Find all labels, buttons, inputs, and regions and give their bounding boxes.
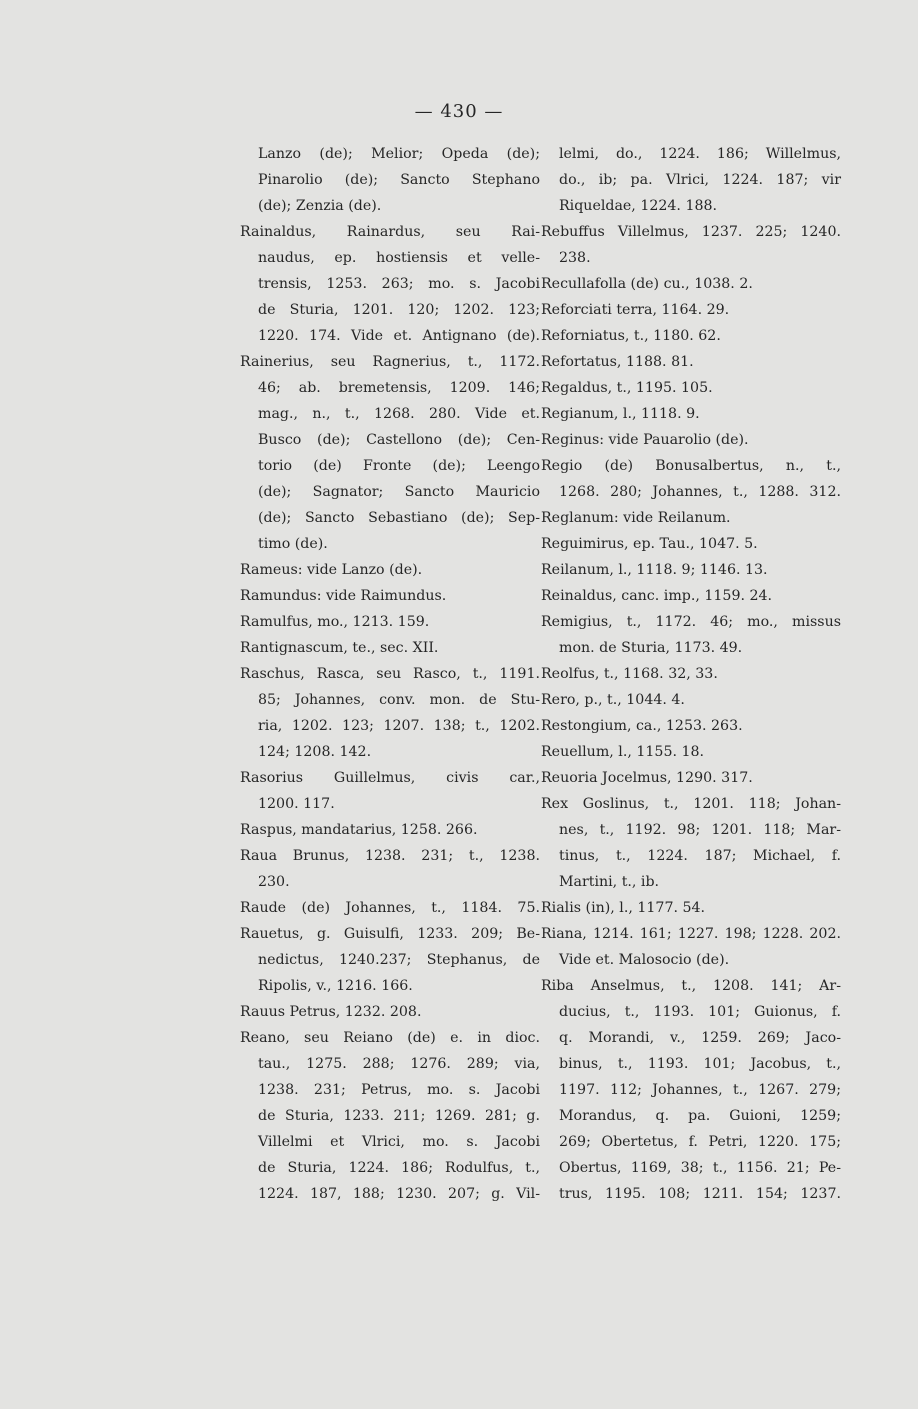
- index-entry-continuation: trus, 1195. 108; 1211. 154; 1237.: [559, 1186, 841, 1202]
- index-entry: Raschus, Rasca, seu Rasco, t., 1191.: [240, 666, 540, 682]
- index-entry-continuation: 1268. 280; Johannes, t., 1288. 312.: [559, 484, 841, 500]
- index-entry: Rauetus, g. Guisulfi, 1233. 209; Be-: [240, 926, 540, 942]
- index-entry-continuation: 124; 1208. 142.: [258, 744, 372, 760]
- index-entry: Reguimirus, ep. Tau., 1047. 5.: [541, 536, 758, 552]
- index-entry-continuation: Busco (de); Castellono (de); Cen-: [258, 432, 540, 448]
- index-entry-continuation: Morandus, q. pa. Guioni, 1259;: [559, 1108, 841, 1124]
- index-entry-continuation: de Sturia, 1201. 120; 1202. 123;: [258, 302, 540, 318]
- index-entry: Rauus Petrus, 1232. 208.: [240, 1004, 422, 1020]
- index-entry: Restongium, ca., 1253. 263.: [541, 718, 743, 734]
- index-entry: Recullafolla (de) cu., 1038. 2.: [541, 276, 753, 292]
- index-entry-continuation: Riqueldae, 1224. 188.: [559, 198, 718, 214]
- index-entry-continuation: nedictus, 1240.237; Stephanus, de: [258, 952, 540, 968]
- index-entry-continuation: 238.: [559, 250, 591, 266]
- index-entry-continuation: 46; ab. bremetensis, 1209. 146;: [258, 380, 540, 396]
- index-entry-continuation: do., ib; pa. Vlrici, 1224. 187; vir: [559, 172, 841, 188]
- index-entry: Rebuffus Villelmus, 1237. 225; 1240.: [541, 224, 841, 240]
- index-entry-continuation: nes, t., 1192. 98; 1201. 118; Mar-: [559, 822, 841, 838]
- index-entry-continuation: q. Morandi, v., 1259. 269; Jaco-: [559, 1030, 841, 1046]
- index-entry: Raude (de) Johannes, t., 1184. 75.: [240, 900, 540, 916]
- index-entry: Reforciati terra, 1164. 29.: [541, 302, 730, 318]
- index-entry-continuation: Ripolis, v., 1216. 166.: [258, 978, 413, 994]
- index-entry: Reinaldus, canc. imp., 1159. 24.: [541, 588, 773, 604]
- index-entry: Rex Goslinus, t., 1201. 118; Johan-: [541, 796, 841, 812]
- index-entry: Riana, 1214. 161; 1227. 198; 1228. 202.: [541, 926, 841, 942]
- index-entry: Rantignascum, te., sec. XII.: [240, 640, 439, 656]
- index-entry: Rasorius Guillelmus, civis car.,: [240, 770, 540, 786]
- index-entry-continuation: mag., n., t., 1268. 280. Vide et.: [258, 406, 540, 422]
- index-entry-continuation: ducius, t., 1193. 101; Guionus, f.: [559, 1004, 841, 1020]
- index-entry-continuation: torio (de) Fronte (de); Leengo: [258, 458, 540, 474]
- index-entry-continuation: (de); Sagnator; Sancto Mauricio: [258, 484, 540, 500]
- index-entry-continuation: (de); Sancto Sebastiano (de); Sep-: [258, 510, 540, 526]
- index-entry: Reginus: vide Pauarolio (de).: [541, 432, 749, 448]
- index-entry: Regio (de) Bonusalbertus, n., t.,: [541, 458, 841, 474]
- index-entry: Raspus, mandatarius, 1258. 266.: [240, 822, 478, 838]
- index-entry-continuation: Vide et. Malosocio (de).: [559, 952, 730, 968]
- index-entry-continuation: Obertus, 1169, 38; t., 1156. 21; Pe-: [559, 1160, 841, 1176]
- index-entry-continuation: 1197. 112; Johannes, t., 1267. 279;: [559, 1082, 841, 1098]
- index-entry-continuation: tau., 1275. 288; 1276. 289; via,: [258, 1056, 540, 1072]
- index-entry-continuation: (de); Zenzia (de).: [258, 198, 382, 214]
- index-entry: Reuoria Jocelmus, 1290. 317.: [541, 770, 753, 786]
- index-entry: Regianum, l., 1118. 9.: [541, 406, 700, 422]
- index-entry: Regaldus, t., 1195. 105.: [541, 380, 713, 396]
- index-entry-continuation: binus, t., 1193. 101; Jacobus, t.,: [559, 1056, 841, 1072]
- page-number: — 430 —: [414, 101, 504, 122]
- index-entry-continuation: lelmi, do., 1224. 186; Willelmus,: [559, 146, 841, 162]
- index-entry: Rameus: vide Lanzo (de).: [240, 562, 423, 578]
- index-entry: Ramulfus, mo., 1213. 159.: [240, 614, 430, 630]
- index-entry-continuation: naudus, ep. hostiensis et velle-: [258, 250, 540, 266]
- index-entry: Refortatus, 1188. 81.: [541, 354, 694, 370]
- index-entry: Reuellum, l., 1155. 18.: [541, 744, 705, 760]
- index-entry: Reglanum: vide Reilanum.: [541, 510, 731, 526]
- index-entry-continuation: Martini, t., ib.: [559, 874, 660, 890]
- index-entry-continuation: trensis, 1253. 263; mo. s. Jacobi: [258, 276, 540, 292]
- index-entry: Ramundus: vide Raimundus.: [240, 588, 447, 604]
- index-entry-continuation: 1238. 231; Petrus, mo. s. Jacobi: [258, 1082, 540, 1098]
- index-entry-continuation: 269; Obertetus, f. Petri, 1220. 175;: [559, 1134, 841, 1150]
- index-entry-continuation: timo (de).: [258, 536, 328, 552]
- index-entry-continuation: Villelmi et Vlrici, mo. s. Jacobi: [258, 1134, 540, 1150]
- index-entry-continuation: ria, 1202. 123; 1207. 138; t., 1202.: [258, 718, 540, 734]
- index-entry: Reolfus, t., 1168. 32, 33.: [541, 666, 718, 682]
- index-entry: Reilanum, l., 1118. 9; 1146. 13.: [541, 562, 768, 578]
- index-entry-continuation: 1224. 187, 188; 1230. 207; g. Vil-: [258, 1186, 540, 1202]
- index-entry: Rainerius, seu Ragnerius, t., 1172.: [240, 354, 540, 370]
- index-entry: Raua Brunus, 1238. 231; t., 1238.: [240, 848, 540, 864]
- index-entry-continuation: 1220. 174. Vide et. Antignano (de).: [258, 328, 540, 344]
- index-entry-continuation: Pinarolio (de); Sancto Stephano: [258, 172, 540, 188]
- index-entry: Remigius, t., 1172. 46; mo., missus: [541, 614, 841, 630]
- index-entry-continuation: mon. de Sturia, 1173. 49.: [559, 640, 743, 656]
- index-entry: Riba Anselmus, t., 1208. 141; Ar-: [541, 978, 841, 994]
- index-entry-continuation: tinus, t., 1224. 187; Michael, f.: [559, 848, 841, 864]
- index-entry: Reforniatus, t., 1180. 62.: [541, 328, 721, 344]
- index-entry: Rainaldus, Rainardus, seu Rai-: [240, 224, 540, 240]
- index-entry-continuation: 85; Johannes, conv. mon. de Stu-: [258, 692, 540, 708]
- index-entry: Reano, seu Reiano (de) e. in dioc.: [240, 1030, 540, 1046]
- index-entry-continuation: de Sturia, 1224. 186; Rodulfus, t.,: [258, 1160, 540, 1176]
- index-entry-continuation: 230.: [258, 874, 290, 890]
- index-entry: Rero, p., t., 1044. 4.: [541, 692, 685, 708]
- index-entry: Rialis (in), l., 1177. 54.: [541, 900, 706, 916]
- index-entry-continuation: 1200. 117.: [258, 796, 335, 812]
- index-entry-continuation: de Sturia, 1233. 211; 1269. 281; g.: [258, 1108, 540, 1124]
- index-entry-continuation: Lanzo (de); Melior; Opeda (de);: [258, 146, 540, 162]
